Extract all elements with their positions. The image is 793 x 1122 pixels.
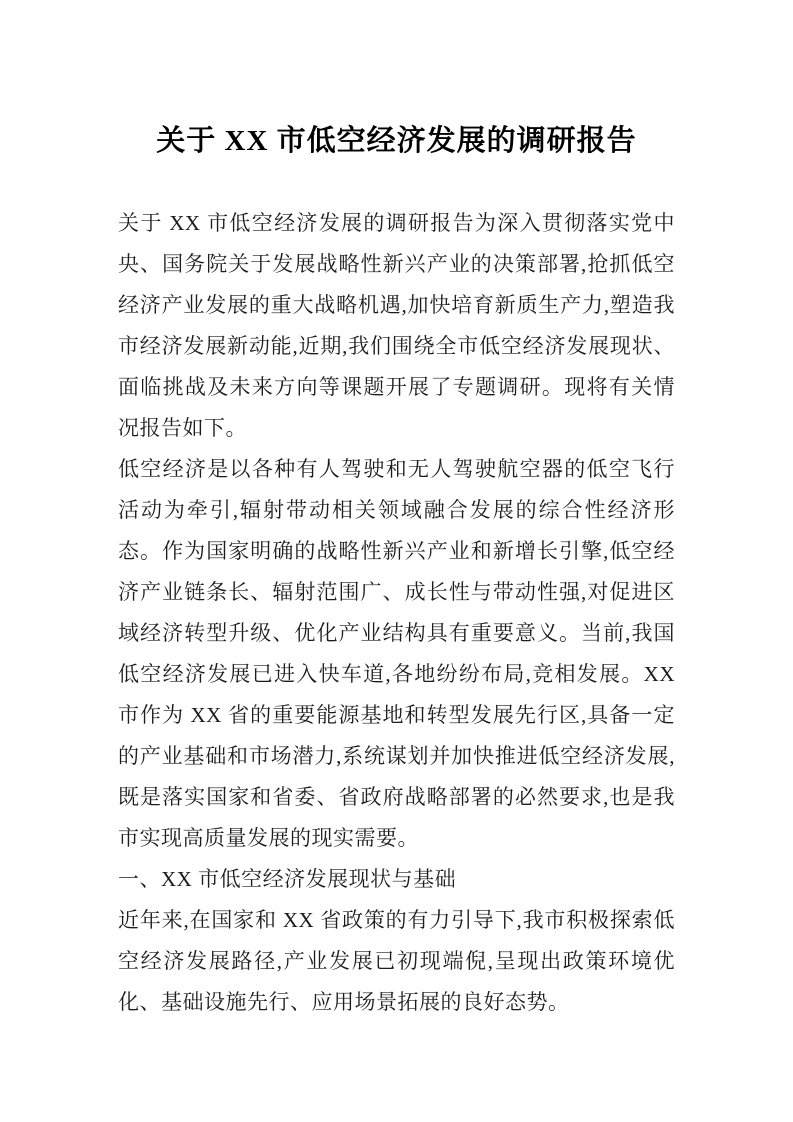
report-body [118,203,675,1023]
section-1-paragraph: 近年来,在国家和 XX 省政策的有力引导下,我市积极探索低空经济发展路径,产业发展已初现端倪,呈现出政策环境优化、基础设施先行、应用场景拓展的良好态势。 [118,908,675,1014]
intro-paragraph: 关于 XX 市低空经济发展的调研报告为深入贯彻落实党中央、国务院关于发展战略性新兴产业的决策部署,抢抓低空经济产业发展的重大战略机遇,加快培育新质生产力,塑造我市经济发展新动能,近期,我们围绕全市低空经济发展现状、面临挑战及未来方向等课题开展了专题调研。现将有关情况报告如下。 [118,211,675,440]
report-title: 关于 XX 市低空经济发展的调研报告 [156,125,637,157]
background-paragraph: 低空经济是以各种有人驾驶和无人驾驶航空器的低空飞行活动为牵引,辐射带动相关领域融合发展的综合性经济形态。作为国家明确的战略性新兴产业和新增长引擎,低空经济产业链条长、辐射范围广、成长性与带动性强,对促进区域经济转型升级、优化产业结构具有重要意义。当前,我国低空经济发展已进入快车道,各地纷纷布局,竞相发展。XX 市作为 XX 省的重要能源基地和转型发展先行区,具备一定的产业基础和市场潜力,系统谋划并加快推进低空经济发展,既是落实国家和省委、省政府战略部署的必然要求,也是我市实现高质量发展的现实需要。 [118,457,675,850]
section-heading-1: 一、XX 市低空经济发展现状与基础 [118,867,457,891]
